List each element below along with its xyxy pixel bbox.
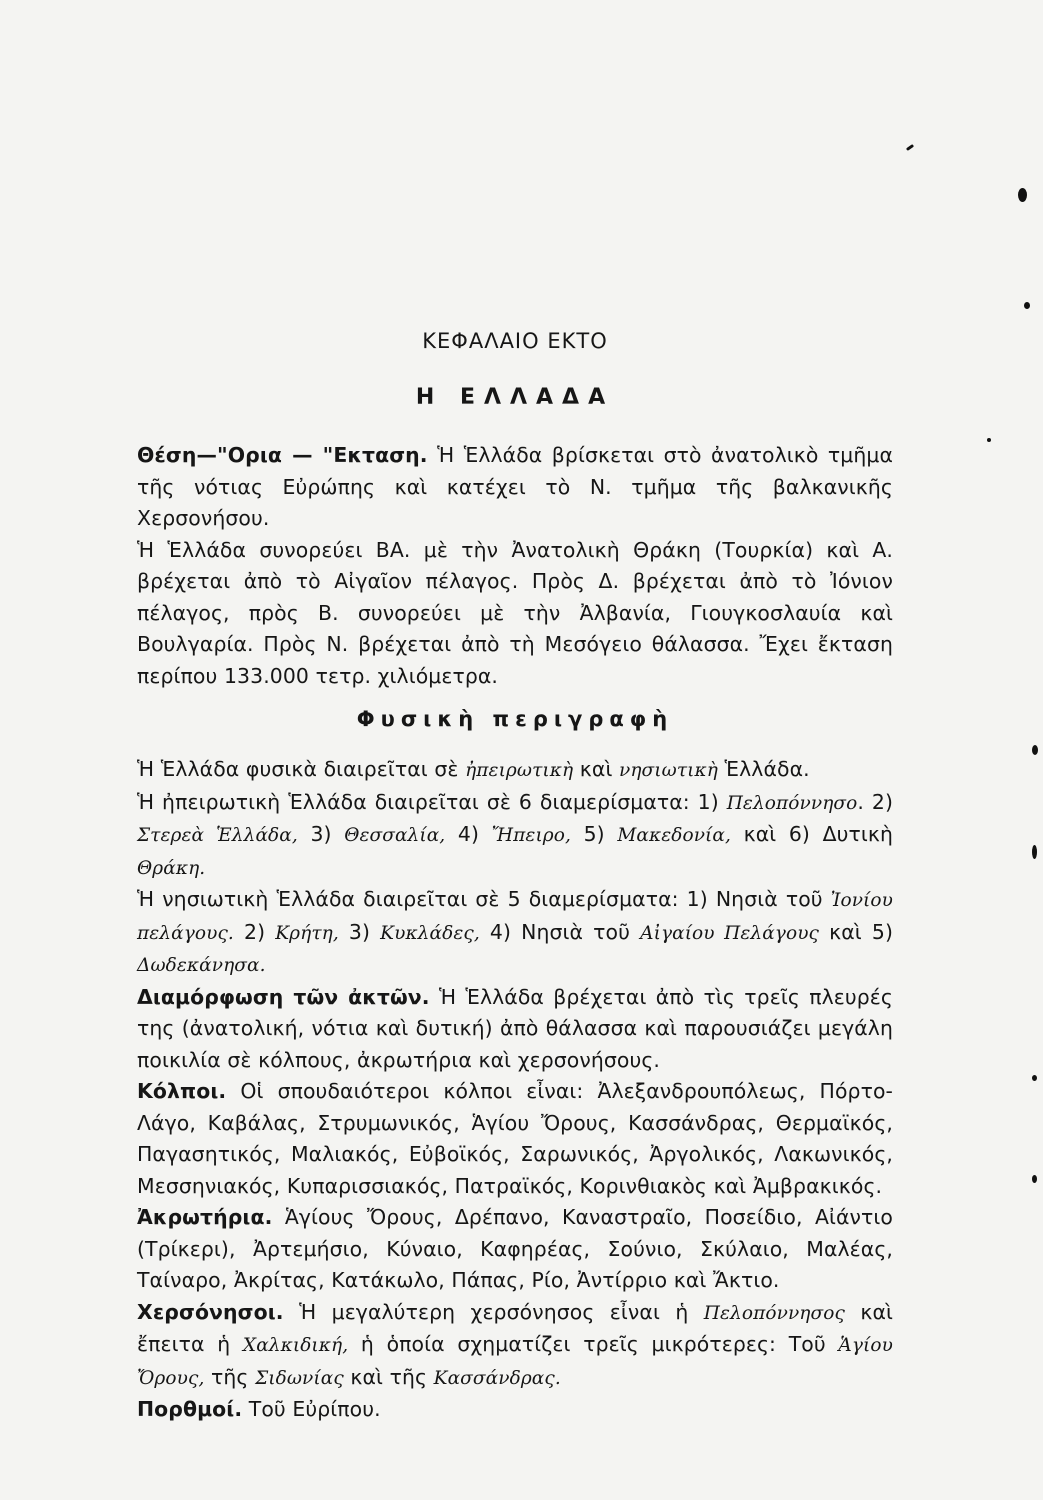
- text-run: καὶ 6) Δυτικὴ: [731, 822, 894, 846]
- italic-term: Θράκη.: [137, 857, 206, 879]
- italic-term: Κασσάνδρας.: [433, 1367, 561, 1389]
- chapter-label: ΚΕΦΑΛΑΙΟ ΕΚΤΟ: [422, 329, 608, 353]
- italic-term: ἠπειρωτικὴ: [465, 760, 574, 781]
- italic-term: Ἁγίου Ὄρους,: [137, 1335, 893, 1389]
- text-run: Ἡ ἠπειρωτικὴ Ἑλλάδα διαιρεῖται σὲ 6 διαμερίσματα: 1): [137, 789, 727, 814]
- peninsulas-lead: Χερσόνησοι.: [137, 1299, 284, 1324]
- peninsulas-paragraph: [137, 1297, 893, 1395]
- text-run: καὶ 5): [819, 919, 894, 944]
- capes-paragraph: [137, 1202, 893, 1297]
- text-run: καὶ τῆς: [343, 1364, 434, 1389]
- scan-speck: [1024, 302, 1030, 309]
- italic-term: Στερεὰ Ἑλλάδα,: [137, 825, 298, 846]
- gulfs-lead: Κόλποι.: [137, 1079, 227, 1103]
- borders-paragraph: Ἡ Ἑλλάδα συνορεύει ΒΑ. μὲ τὴν Ἀνατολικὴ Θράκη (Τουρκία) καὶ Α. βρέχεται ἀπὸ τὸ Αἰγαῖον πέλαγος. Πρὸς Δ. βρέχεται ἀπὸ τὸ Ἰόνιον πέλαγος, πρὸς Β. συνορεύει μὲ τὴν Ἀλβανία, Γιουγκοσλαυία καὶ Βουλγαρία. Πρὸς Ν. βρέχεται ἀπὸ τὴ Μεσόγειο θάλασσα. Ἔχει ἔκταση περίπου 133.000 τετρ. χιλιόμετρα.: [137, 537, 893, 688]
- position-lead: Θέση—"Ορια — "Εκταση.: [137, 443, 428, 467]
- text-run: Ἑλλάδα.: [717, 757, 810, 781]
- italic-term: Κρήτη,: [275, 922, 339, 944]
- straits-paragraph: [137, 1394, 893, 1426]
- scan-speck: [1032, 1075, 1037, 1081]
- italic-term: Αἰγαίου Πελάγους: [640, 922, 820, 944]
- italic-term: Πελοπόννησος: [703, 1302, 845, 1324]
- italic-term: Θεσσαλία,: [344, 825, 446, 846]
- text-run: . 2): [857, 789, 893, 814]
- scan-speck: [906, 144, 914, 151]
- gulfs-paragraph: [137, 1076, 893, 1202]
- italic-term: Μακεδονία,: [617, 825, 731, 846]
- text-run: 3): [338, 919, 381, 944]
- scan-speck: [1032, 845, 1037, 859]
- page-title: Η ΕΛΛΑΔΑ: [415, 385, 615, 410]
- coasts-paragraph: [137, 982, 893, 1077]
- capes-text: Ἁγίους Ὄρους, Δρέπανο, Καναστραῖο, Ποσείδιο, Αἰάντιο (Τρίκερι), Ἀρτεμήσιο, Κύναιο, Καφηρέας, Σούνιο, Σκύλαιο, Μαλέας, Ταίναρο, Ἀκρίτας, Κατάκωλο, Πάπας, Ρίο, Ἀντίρριο καὶ Ἄκτιο.: [137, 1205, 893, 1292]
- text-run: 3): [297, 822, 345, 846]
- straits-text: Τοῦ Εὐρίπου.: [242, 1397, 381, 1421]
- text-run: Ἡ νησιωτικὴ Ἑλλάδα διαιρεῖται σὲ 5 διαμερίσματα: 1) Νησιὰ τοῦ: [137, 887, 831, 911]
- text-run: καὶ: [573, 757, 620, 781]
- text-run: τῆς: [204, 1364, 256, 1389]
- text-run: 5): [571, 822, 618, 846]
- position-paragraph: [137, 440, 893, 535]
- scan-speck: [987, 438, 991, 442]
- text-run: ἡ ὁποία σχηματίζει τρεῖς μικρότερες: Τοῦ: [348, 1332, 839, 1356]
- physical-paragraph-3: [137, 884, 893, 982]
- page-content: [137, 326, 893, 1426]
- italic-term: νησιωτικὴ: [619, 760, 718, 781]
- physical-heading: Φυσικὴ περιγραφὴ: [356, 707, 674, 731]
- capes-lead: Ἀκρωτήρια.: [137, 1205, 273, 1229]
- text-run: Ἡ Ἑλλάδα φυσικὰ διαιρεῖται σὲ: [137, 757, 466, 781]
- text-run: Ἡ μεγαλύτερη χερσόνησος εἶναι ἡ: [283, 1299, 704, 1324]
- italic-term: Χαλκιδική,: [242, 1335, 349, 1356]
- physical-paragraph-2: [137, 787, 893, 885]
- italic-term: Ἤπειρο,: [491, 825, 572, 846]
- italic-term: Ἰονίου πελάγους.: [137, 890, 893, 944]
- gulfs-text: Οἱ σπουδαιότεροι κόλποι εἶναι: Ἀλεξανδρουπόλεως, Πόρτο-Λάγο, Καβάλας, Στρυμωνικός, Ἁγίου Ὄρους, Κασσάνδρας, Θερμαϊκός, Παγασητικός, Μαλιακός, Εὐβοϊκός, Σαρωνικός, Ἀργολικός, Λακωνικός, Μεσσηνιακός, Κυπαρισσιακός, Πατραϊκός, Κορινθιακὸς καὶ Ἀμβρακικός.: [137, 1079, 893, 1198]
- text-run: 2): [233, 919, 276, 944]
- scan-speck: [1032, 1175, 1037, 1183]
- coasts-lead: Διαμόρφωση τῶν ἀκτῶν.: [137, 984, 430, 1009]
- scan-speck: [1032, 745, 1038, 755]
- position-text: Ἡ Ἑλλάδα βρίσκεται στὸ ἀνατολικὸ τμῆμα τῆς νότιας Εὐρώπης καὶ κατέχει τὸ Ν. τμῆμα τῆς βαλκανικῆς Χερσονήσου.: [137, 443, 893, 530]
- italic-term: Πελοπόννησο: [726, 792, 858, 814]
- text-run: 4): [445, 822, 492, 846]
- text-run: καὶ ἔπειτα ἡ: [137, 1299, 893, 1356]
- coasts-text: Ἡ Ἑλλάδα βρέχεται ἀπὸ τὶς τρεῖς πλευρές της (ἀνατολική, νότια καὶ δυτική) ἀπὸ θάλασσα καὶ παρουσιάζει μεγάλη ποικιλία σὲ κόλπους, ἀκρωτήρια καὶ χερσονήσους.: [137, 984, 893, 1072]
- text-run: 4) Νησιὰ τοῦ: [479, 919, 641, 944]
- italic-term: Δωδεκάνησα.: [137, 955, 266, 976]
- italic-term: Σιδωνίας: [255, 1367, 344, 1389]
- italic-term: Κυκλάδες,: [380, 922, 480, 944]
- physical-paragraph-1: [137, 754, 893, 787]
- scan-speck: [1018, 188, 1027, 202]
- straits-lead: Πορθμοί.: [137, 1397, 243, 1421]
